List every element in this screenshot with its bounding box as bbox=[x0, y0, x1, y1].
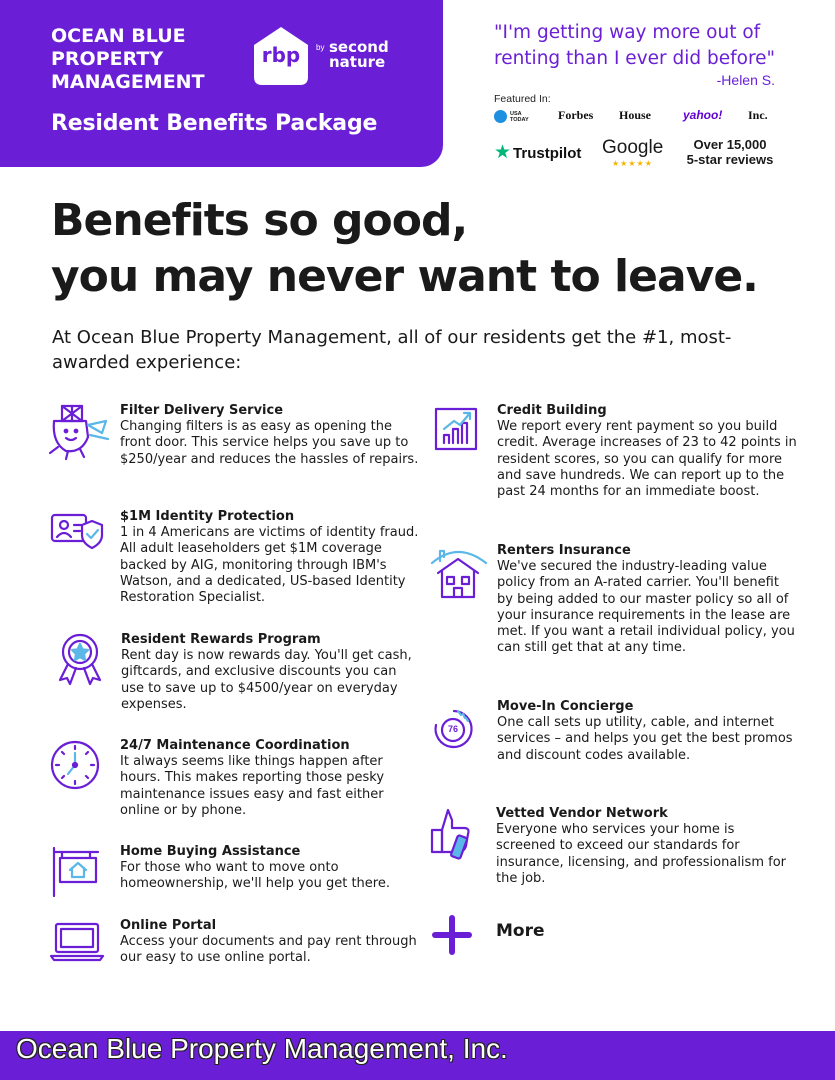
media-logos bbox=[494, 108, 784, 128]
benefit-description: We report every rent payment so you build credit. Average increases of 23 to 42 points in resident scores, so you can qualify for more and save hundreds. We can report up to the past 24 months for an immediate boost. bbox=[497, 419, 797, 500]
benefit-title: Credit Building bbox=[497, 403, 607, 418]
google-logo: Google bbox=[602, 137, 664, 158]
featured-label: Featured In: bbox=[494, 93, 551, 105]
thermostat-icon bbox=[428, 705, 486, 763]
award-ribbon-icon bbox=[52, 632, 110, 690]
credit-chart-icon bbox=[432, 403, 490, 461]
header-banner bbox=[0, 0, 443, 167]
headline: Benefits so good, you may never want to leave. bbox=[51, 195, 758, 302]
benefit-description: Access your documents and pay rent through our easy to use online portal. bbox=[120, 934, 417, 966]
identity-shield-icon bbox=[48, 511, 106, 569]
media-house: House bbox=[619, 108, 652, 122]
media-yahoo: yahoo! bbox=[683, 108, 723, 122]
company-name: OCEAN BLUE PROPERTY MANAGEMENT bbox=[51, 25, 205, 93]
package-title: Resident Benefits Package bbox=[51, 111, 378, 136]
benefit-title: Online Portal bbox=[120, 918, 217, 933]
testimonial-author: -Helen S. bbox=[716, 72, 775, 88]
benefit-title: 24/7 Maintenance Coordination bbox=[120, 738, 350, 753]
trustpilot-logo: ★ Trustpilot bbox=[494, 142, 582, 163]
intro-text: At Ocean Blue Property Management, all of our residents get the #1, most-awarded experience: bbox=[52, 327, 732, 373]
thermostat-value: 76 bbox=[447, 724, 458, 734]
rbp-logo-icon bbox=[250, 25, 312, 87]
trustpilot-star-icon: ★ bbox=[494, 142, 512, 163]
benefit-description: One call sets up utility, cable, and internet services – and helps you get the best promos and discount codes available. bbox=[497, 715, 793, 763]
benefit-title: $1M Identity Protection bbox=[120, 509, 295, 524]
filter-delivery-icon bbox=[44, 403, 102, 461]
benefit-description: For those who want to move onto homeownership, we'll help you get there. bbox=[120, 860, 390, 892]
reviews-count: Over 15,000 5-star reviews bbox=[686, 137, 774, 167]
media-usa-today: USA TODAY bbox=[510, 111, 529, 123]
media-inc: Inc. bbox=[748, 108, 768, 122]
laptop-icon bbox=[48, 920, 106, 978]
home-sign-icon bbox=[48, 844, 106, 902]
google-stars: ★★★★★ bbox=[612, 159, 653, 168]
more-link[interactable]: More bbox=[496, 921, 545, 941]
benefit-description: We've secured the industry-leading value policy from an A-rated carrier. You'll benefit by being added to our master policy so all of your insurance requirements in the lease are met. If you want a retail individual policy, you can still get that at any time. bbox=[497, 559, 795, 656]
benefit-title: Resident Rewards Program bbox=[121, 632, 321, 647]
benefit-description: Rent day is now rewards day. You'll get cash, giftcards, and exclusive discounts you can use to save up to $4500/year on everyday expenses. bbox=[121, 648, 412, 712]
clock-icon bbox=[48, 738, 106, 796]
usa-today-icon bbox=[494, 110, 507, 123]
logo-text: rbp bbox=[261, 43, 301, 67]
partner-logo: second nature bbox=[329, 38, 389, 71]
benefit-title: Home Buying Assistance bbox=[120, 844, 301, 859]
thumbs-up-icon bbox=[428, 806, 486, 864]
benefit-title: Renters Insurance bbox=[497, 543, 631, 558]
by-text: by bbox=[316, 43, 325, 52]
media-forbes: Forbes bbox=[558, 108, 594, 122]
benefit-title: Move-In Concierge bbox=[497, 699, 634, 714]
benefit-description: Everyone who services your home is screened to exceed our standards for insurance, licensing, and professionalism for the job. bbox=[496, 822, 786, 886]
plus-icon[interactable] bbox=[430, 913, 474, 957]
benefit-title: Vetted Vendor Network bbox=[496, 806, 668, 821]
benefit-title: Filter Delivery Service bbox=[120, 403, 284, 418]
benefit-description: It always seems like things happen after hours. This makes reporting those pesky maintenance issues easy and fast either online or by phone. bbox=[120, 754, 385, 818]
benefit-description: Changing filters is as easy as opening the front door. This service helps you save up to $250/year and reduces the hassles of repairs. bbox=[120, 419, 419, 467]
testimonial-quote: "I'm getting way more out of renting than I ever did before" bbox=[494, 22, 776, 69]
footer-company-name: Ocean Blue Property Management, Inc. bbox=[16, 1033, 508, 1064]
benefit-description: 1 in 4 Americans are victims of identity fraud. All adult leaseholders get $1M coverage backed by AIG, monitoring through IBM's Watson, and a dedicated, US-based Identity Restoration Specialist. bbox=[120, 525, 419, 606]
insured-house-icon bbox=[428, 543, 486, 601]
